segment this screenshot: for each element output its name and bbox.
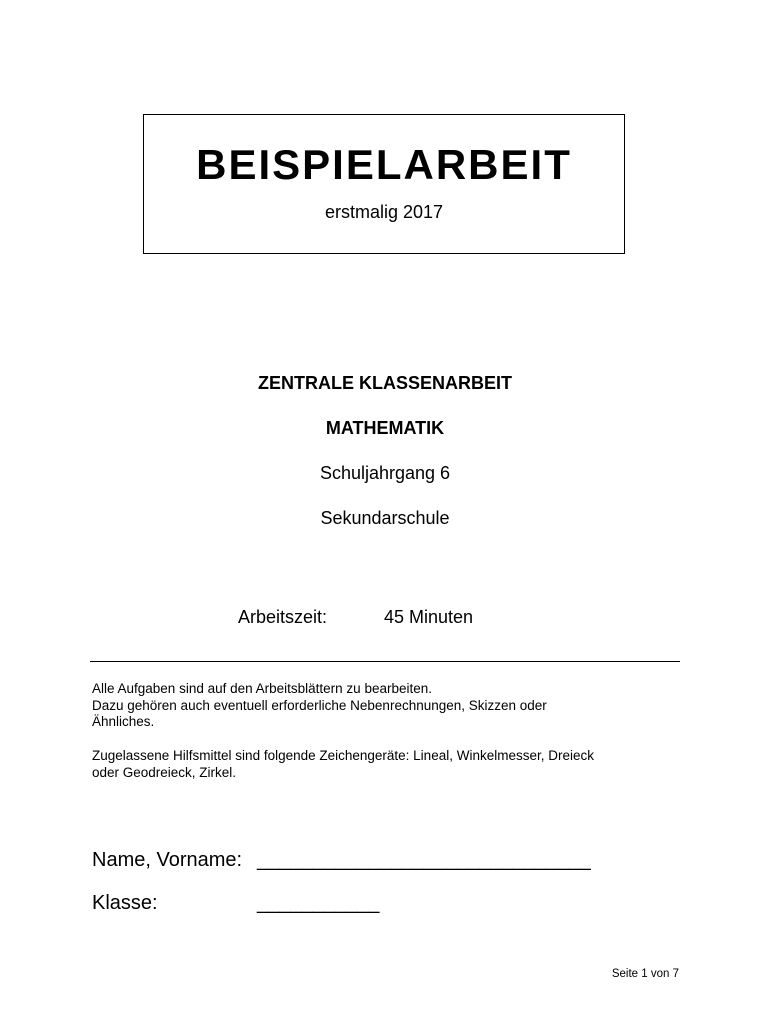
name-input-line[interactable]: ______________________________: [257, 849, 591, 871]
page-number: Seite 1 von 7: [611, 968, 679, 980]
worktime-label: Arbeitszeit:: [238, 607, 328, 627]
title-box: [143, 114, 625, 254]
worktime-value: 45 Minuten: [384, 607, 474, 627]
class-input-line[interactable]: ___________: [257, 892, 380, 914]
exam-subject: MATHEMATIK: [325, 418, 445, 438]
document-title: BEISPIELARBEIT: [196, 141, 572, 188]
document-subtitle: erstmalig 2017: [324, 202, 444, 222]
divider: [90, 661, 680, 662]
instructions-paragraph-1: [92, 681, 682, 731]
exam-type: ZENTRALE KLASSENARBEIT: [257, 373, 512, 393]
name-label: Name, Vorname:: [92, 849, 243, 871]
instructions-line: oder Geodreieck, Zirkel.: [92, 764, 237, 780]
instructions-line: Zugelassene Hilfsmittel sind folgende Zeichengeräte: Lineal, Winkelmesser, Dreieck: [92, 748, 594, 763]
exam-grade: Schuljahrgang 6: [319, 463, 451, 483]
exam-school: Sekundarschule: [320, 508, 450, 528]
instructions-line: Dazu gehören auch eventuell erforderliche Nebenrechnungen, Skizzen oder: [92, 697, 547, 713]
class-label: Klasse:: [92, 892, 158, 914]
instructions-paragraph-2: [92, 748, 682, 781]
instructions-line: Alle Aufgaben sind auf den Arbeitsblättern zu bearbeiten.: [92, 681, 432, 696]
instructions-line: Ähnliches.: [92, 714, 155, 729]
